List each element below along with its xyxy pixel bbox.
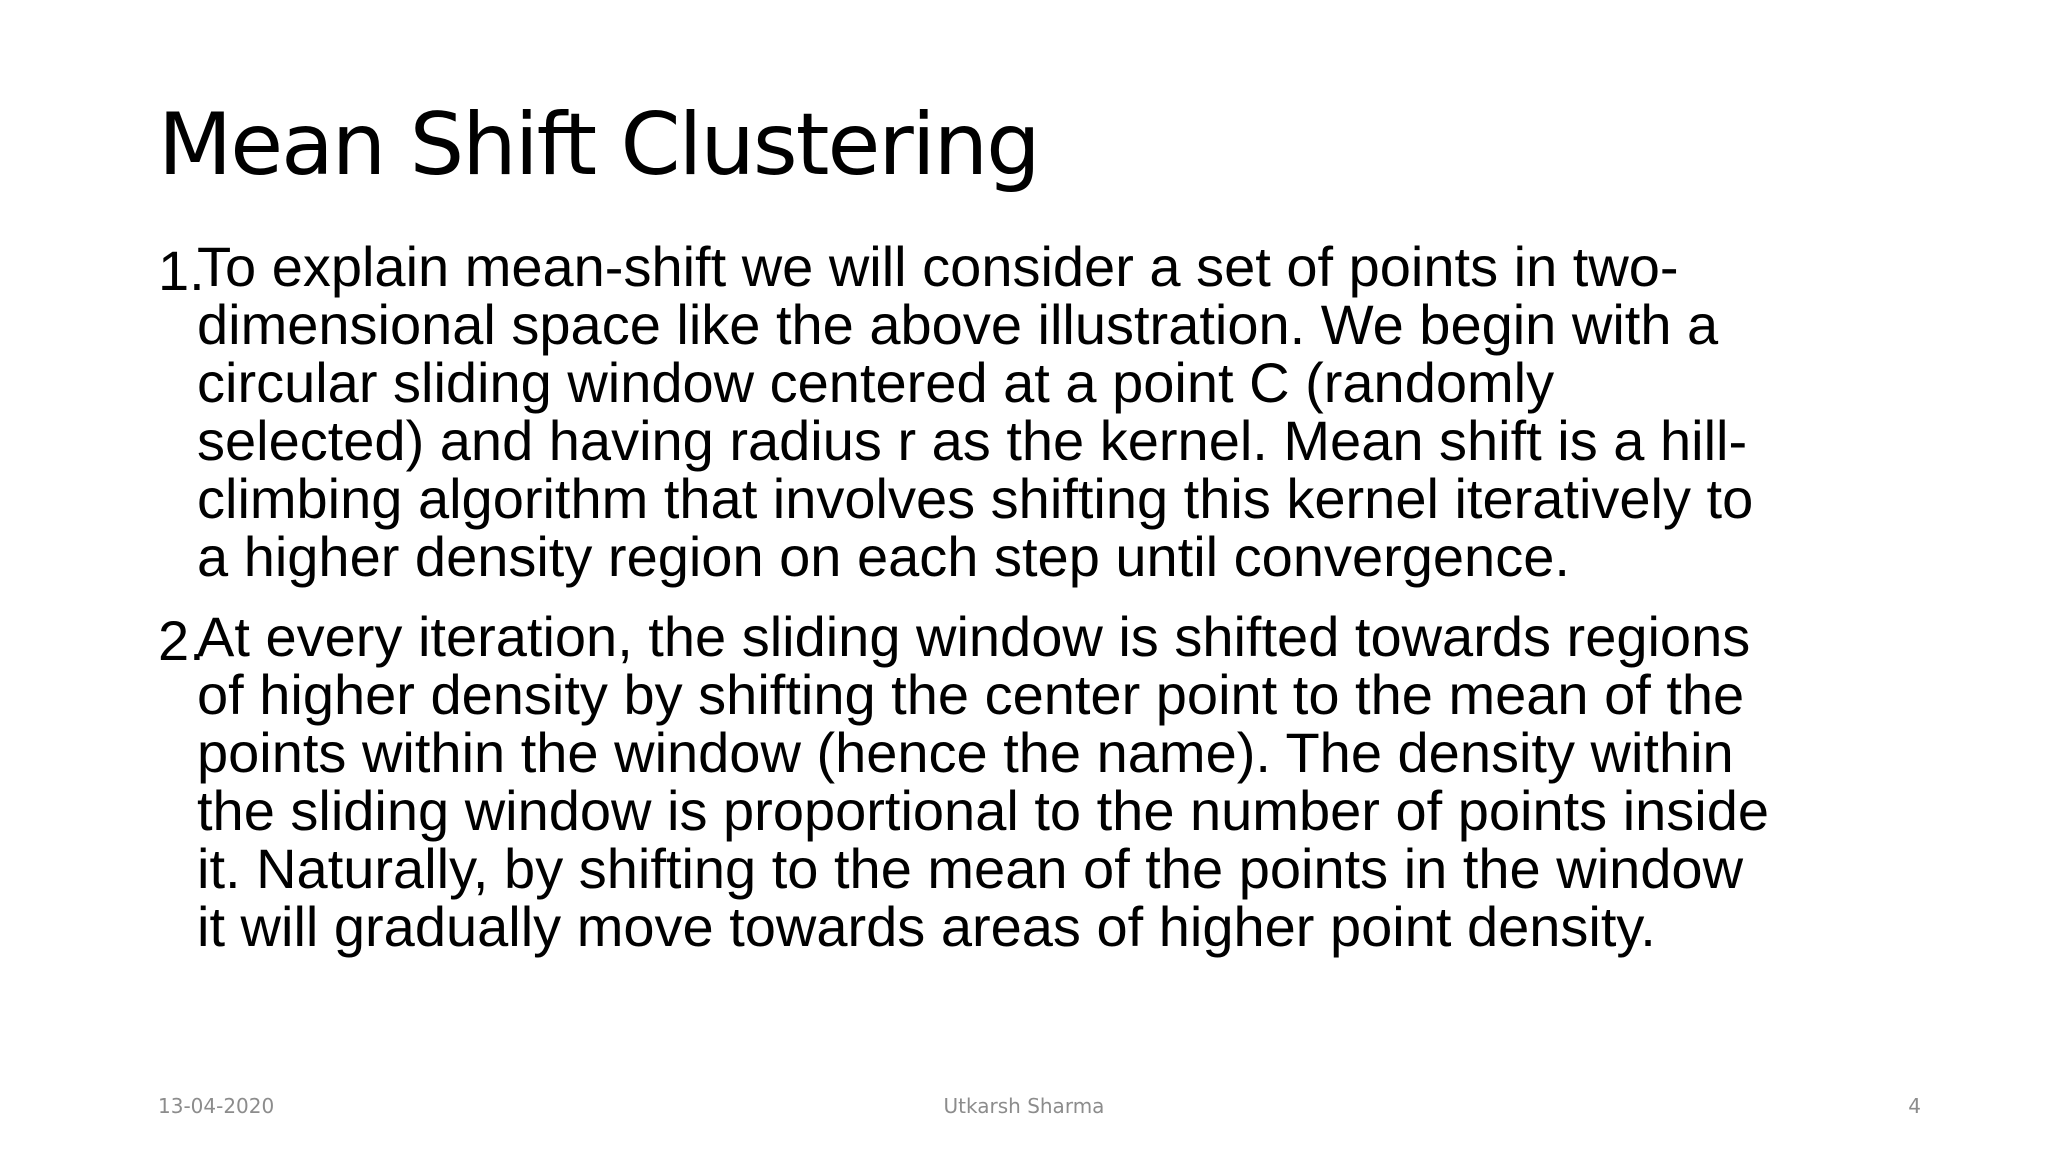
paragraph-line: dimensional space like the above illustration. We begin with a [197,293,1719,356]
paragraph-line: of higher density by shifting the center point to the mean of the [197,663,1745,726]
paragraph-line: circular sliding window centered at a point C (randomly [197,351,1555,414]
footer-date: 13-04-2020 [158,1094,275,1118]
paragraph-line: At every iteration, the sliding window is shifted towards regions [197,605,1751,668]
paragraph-line: points within the window (hence the name). The density within [197,721,1734,784]
paragraph-line: selected) and having radius r as the kernel. Mean shift is a hill- [197,409,1748,472]
slide-body [158,235,1918,978]
paragraph-line: it will gradually move towards areas of higher point density. [197,895,1656,958]
paragraph-line: a higher density region on each step until convergence. [197,525,1570,588]
slide-title: Mean Shift Clustering [158,95,1039,195]
footer-page-number: 4 [1908,1094,1921,1118]
paragraph-number: 1. [158,239,205,302]
paragraph-line: To explain mean-shift we will consider a set of points in two- [197,235,1679,298]
paragraph-line: the sliding window is proportional to the number of points inside [197,779,1770,842]
footer-author: Utkarsh Sharma [943,1094,1105,1118]
paragraph-line: climbing algorithm that involves shifting this kernel iteratively to [197,467,1754,530]
paragraph-number: 2. [158,609,205,672]
paragraph-line: it. Naturally, by shifting to the mean of the points in the window [197,837,1744,900]
numbered-paragraph-1 [158,235,1918,588]
numbered-paragraph-2 [158,605,1918,958]
